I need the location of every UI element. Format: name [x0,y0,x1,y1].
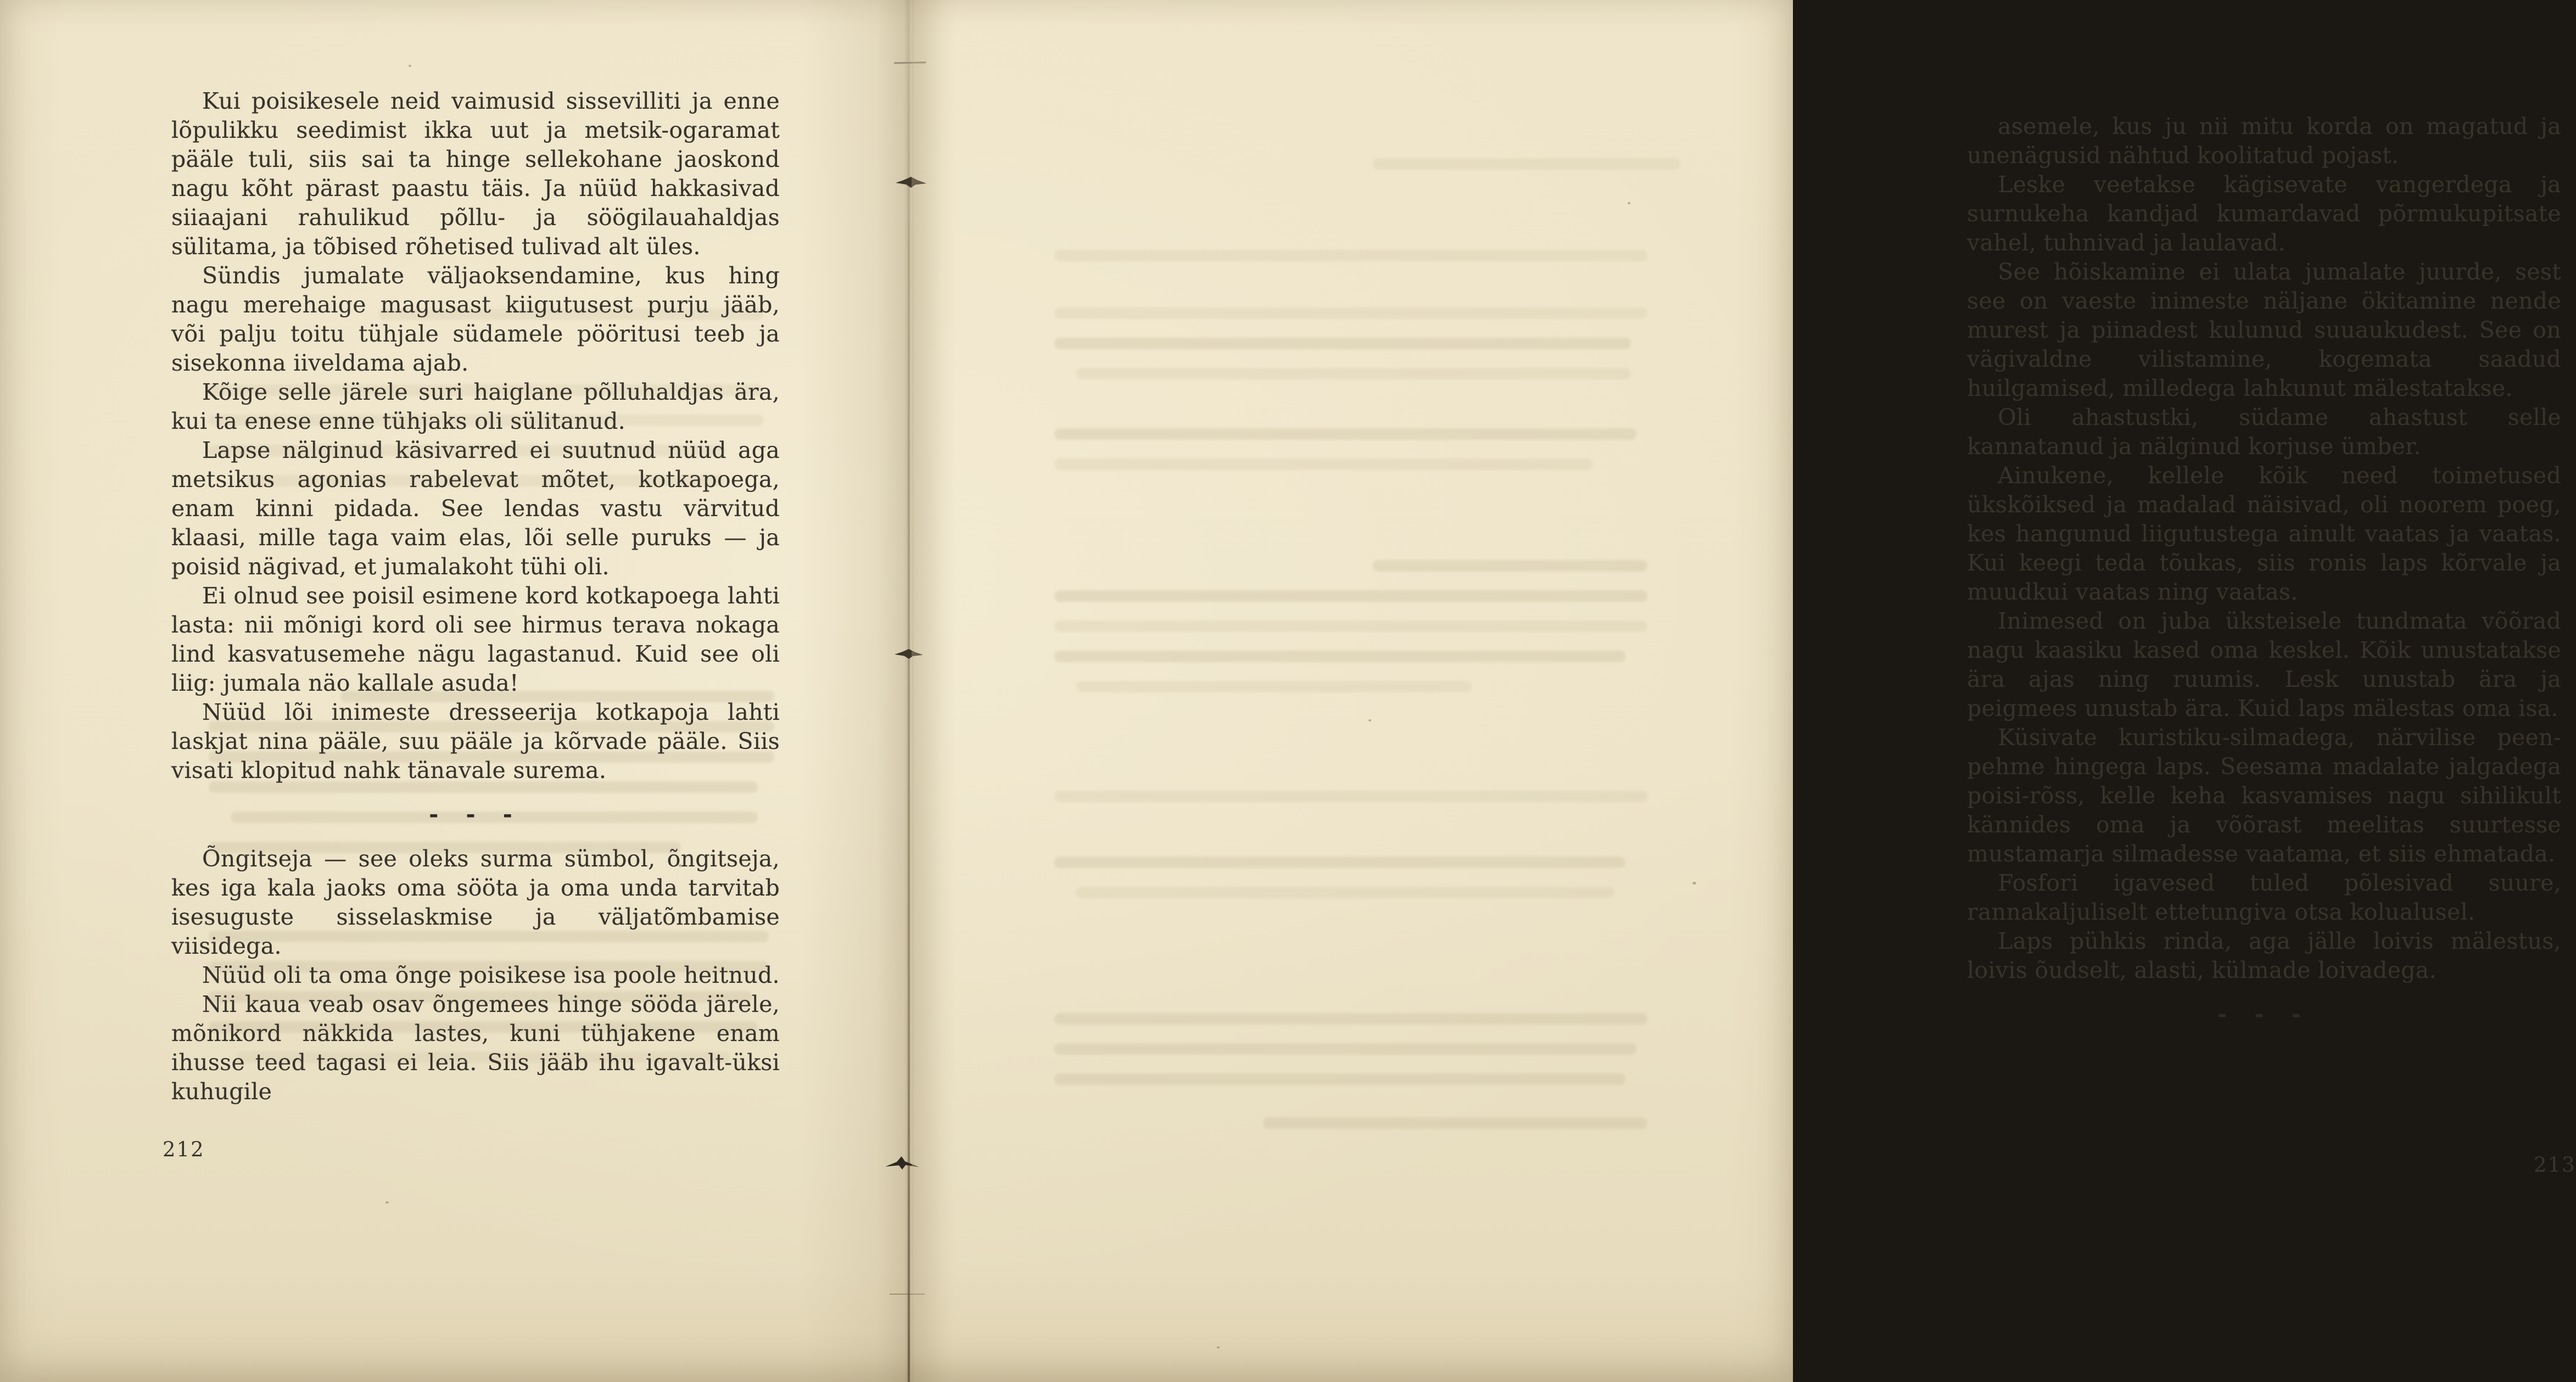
paragraph: Oli ahastustki, südame ahastust selle kannatanud ja nälginud korjuse ümber. [1967,404,2561,460]
show-through-line [1054,1073,1625,1085]
paragraph: Ei olnud see poisil esimene kord kotkapoega lahti lasta: nii mõnigi kord oli see hirmus terava nokaga lind kasvatusemehe nägu lagastanud. Kuid see oli liig: jumala näo kallale asuda! [171,583,780,696]
paragraph: Kõige selle järele suri haiglane põlluhaldjas ära, kui ta enese enne tühjaks oli sülitanud. [171,379,780,434]
paragraph: Nii kaua veab osav õngemees hinge sööda järele, mõnikord näkkida lastes, kuni tühjakene enam ihusse teed tagasi ei leia. Siis jääb ihu igavalt-üksi kuhugile [171,991,780,1105]
paragraph: Sündis jumalate väljaoksendamine, kus hing nagu merehaige magusast kiigutusest purju jääb, või palju toitu tühjale südamele pööritusi teeb ja sisekonna iiveldama ajab. [171,262,780,376]
show-through-line [1054,338,1631,349]
paragraph: Leske veetakse kägisevate vangerdega ja surnukeha kandjad kumardavad põrmukupitsate vahel, tuhnivad ja laulavad. [1967,171,2561,256]
section-separator: - - - [429,801,522,827]
left-text-column [171,87,780,1106]
page-number: 212 [163,1138,205,1161]
show-through-line [1076,887,1614,898]
paragraph: Kui poisikesele neid vaimusid sissevilliti ja enne lõpulikku seedimist ikka uut ja metsik-ogaramat pääle tuli, siis sai ta hinge sellekohane jaoskond nagu kõht pärast paastu täis. Ja nüüd hakkasivad siiaajani rahulikud põllu- ja söögilauahaldjas sülitama, ja tõbised rõhetised tulivad alt üles. [171,88,780,260]
right-text-column [1967,112,2561,1044]
section-separator: - - - [2217,1001,2311,1027]
show-through-line [1054,791,1647,802]
page-number: 213 [2534,1153,2576,1177]
show-through-line [1054,620,1647,632]
show-through-line [1076,681,1472,692]
paragraph: See hõiskamine ei ulata jumalate juurde, sest see on vaeste inimeste näljane ökitamine nende murest ja piinadest kulunud suuaukudest. See on vägivaldne vilistamine, kogemata saadud huilgamised, milledega lahkunut mälestatakse. [1967,259,2561,401]
show-through-line [1054,250,1647,261]
show-through-line [1263,1117,1647,1129]
show-through-line [1054,590,1647,602]
show-through-line [1054,458,1592,470]
paragraph: Fosfori igavesed tuled põlesivad suure, rannakaljuliselt ettetungiva otsa kolualusel. [1967,870,2561,925]
show-through-line [1054,1043,1636,1055]
show-through-line [1054,651,1625,662]
paragraph: Inimesed on juba üksteisele tundmata võõrad nagu kaasiku kased oma keskel. Kõik unustatakse ära ajas ning ruumis. Lesk unustab ära ja peigmees unustab ära. Kuid laps mälestas oma isa. [1967,608,2561,721]
page-left [0,0,909,1382]
paragraph: Nüüd lõi inimeste dresseerija kotkapoja lahti laskjat nina pääle, suu pääle ja kõrvade pääle. Siis visati klopitud nahk tänavale surema. [171,699,780,784]
paragraph: Õngitseja — see oleks surma sümbol, õngitseja, kes iga kala jaoks oma sööta ja oma unda tarvitab isesuguste sisselaskmise ja väljatõmbamise viisidega. [171,846,780,959]
show-through-line [1054,1013,1647,1025]
page-right [912,0,2576,1382]
show-through-line [1076,368,1631,379]
paragraph: Nüüd oli ta oma õnge poisikese isa poole heitnud. [202,962,780,988]
show-through-line [1054,307,1647,319]
paragraph: Ainukene, kellele kõik need toimetused ükskõiksed ja madalad näisivad, oli noorem poeg, kes hangunud liigutustega ainult vaatas ja vaatas. Kui keegi teda tõukas, siis ronis laps kõrvale ja muudkui vaatas ning vaatas. [1967,462,2561,605]
show-through-line [1054,857,1625,868]
paragraph: Lapse nälginud käsivarred ei suutnud nüüd aga metsikus agonias rabelevat mõtet, kotkapoega, enam kinni pidada. See lendas vastu värvitud klaasi, mille taga vaim elas, lõi selle puruks — ja poisid nägivad, et jumalakoht tühi oli. [171,437,780,580]
paragraph: Laps pühkis rinda, aga jälle loivis mälestus, loivis õudselt, alasti, külmade loivadega. [1967,928,2561,983]
paragraph: asemele, kus ju nii mitu korda on magatud ja unenägusid nähtud koolitatud pojast. [1967,113,2561,169]
show-through-line [1054,428,1636,440]
show-through-line [1373,158,1680,170]
paragraph: Küsivate kuristiku-silmadega, närvilise peen-pehme hingega laps. Seesama madalate jalgadega poisi-rõss, kelle keha kasvamises nagu sihilikult kännides oma ja võõrast meelitas suurtesse mustamarja silmadesse vaatama, et siis ehmatada. [1967,724,2561,867]
show-through-line [1373,560,1647,572]
